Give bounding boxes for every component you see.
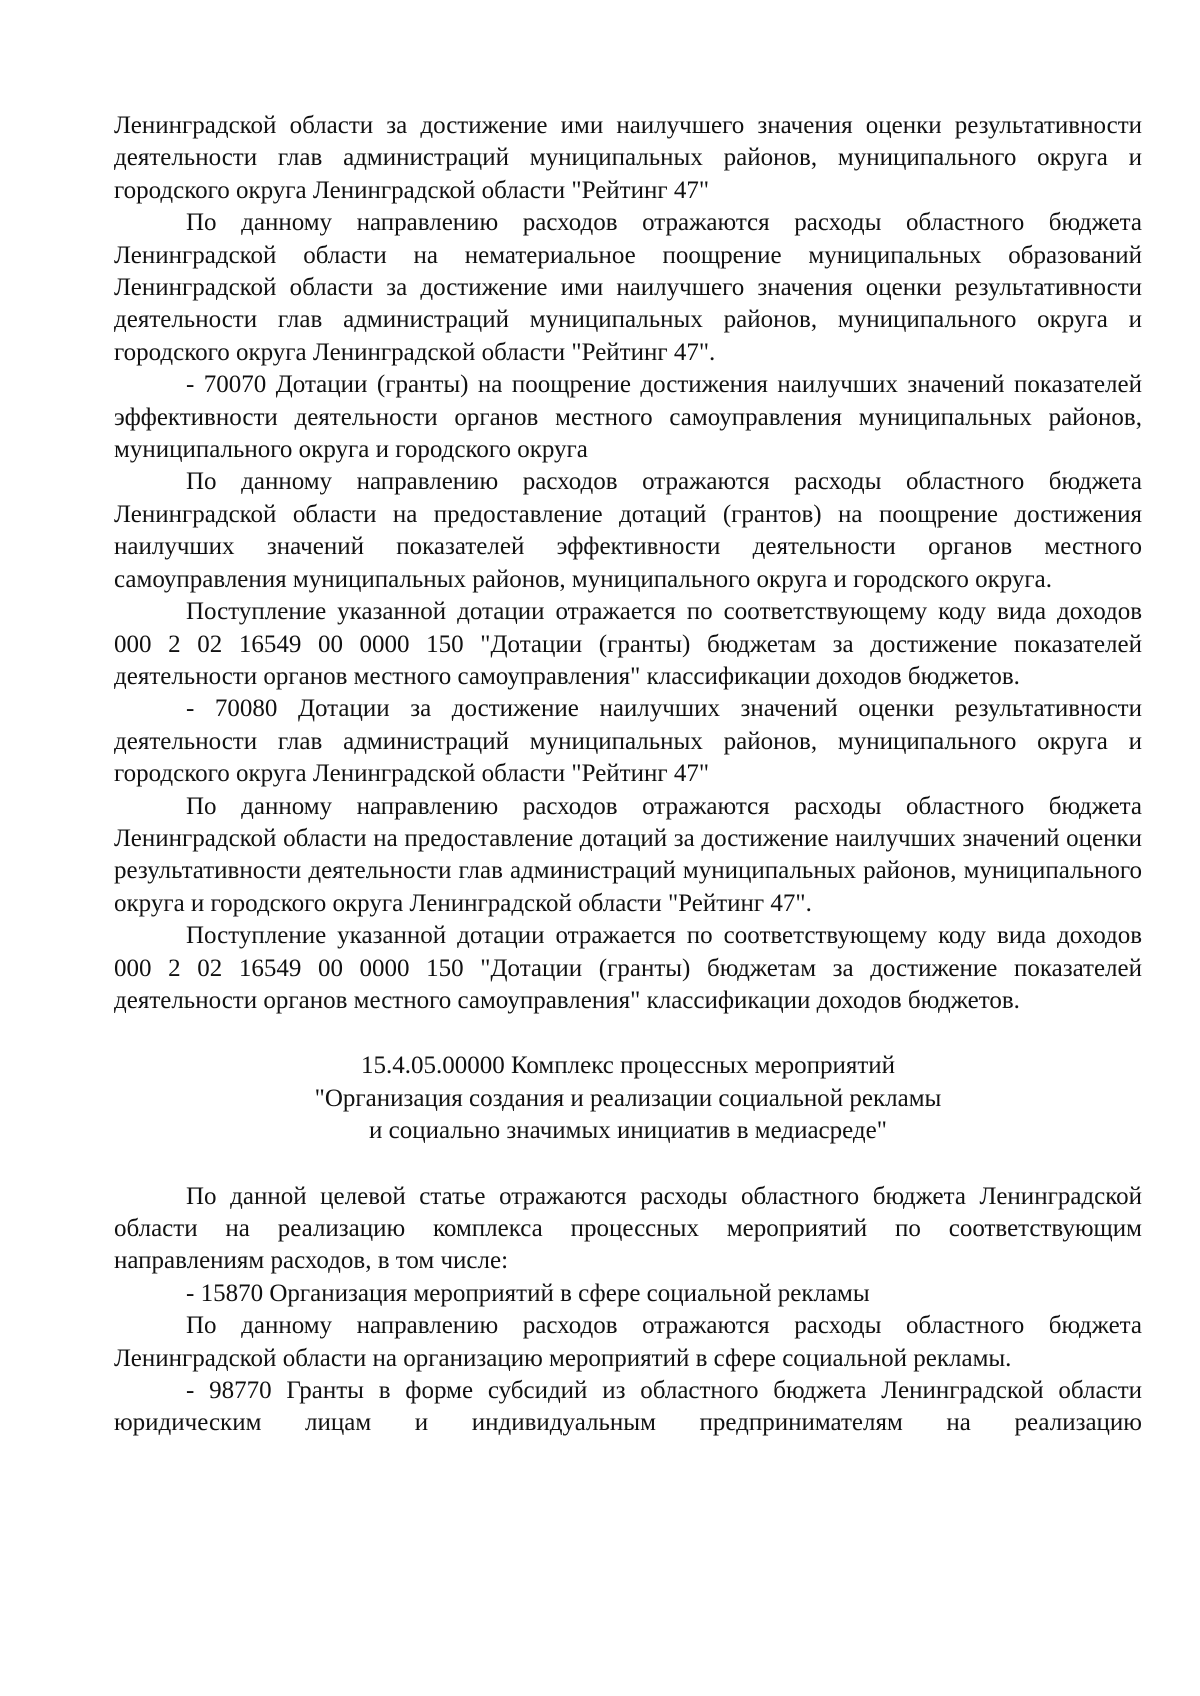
section-heading-line: 15.4.05.00000 Комплекс процессных мероприятий [360, 1052, 896, 1080]
paragraph-item-70070: - 70070 Дотации (гранты) на поощрение достижения наилучших значений показателей эффективности деятельности органов местного самоуправления муниципальных районов, муниципального округа и городского округа [114, 371, 1142, 464]
paragraph-item-98770: - 98770 Гранты в форме субсидий из областного бюджета Ленинградской области юридическим лицам и индивидуальным предпринимателям на реализацию [114, 1377, 1142, 1437]
document-page [114, 110, 1142, 1440]
paragraph-item-70080: - 70080 Дотации за достижение наилучших значений оценки результативности деятельности глав администраций муниципальных районов, муниципального округа и городского округа Ленинградской области "Рейтинг 47" [114, 695, 1142, 788]
paragraph: Поступление указанной дотации отражается по соответствующему коду вида доходов 000 2 02 16549 00 0000 150 "Дотации (гранты) бюджетам за достижение показателей деятельности органов местного самоуправления" классификации доходов бюджетов. [114, 922, 1142, 1014]
paragraph: По данному направлению расходов отражаются расходы областного бюджета Ленинградской области на предоставление дотаций за достижение наилучших значений оценки результативности деятельности глав администраций муниципальных районов, муниципального округа и городского округа Ленинградской области "Рейтинг 47". [114, 792, 1142, 917]
paragraph: По данному направлению расходов отражаются расходы областного бюджета Ленинградской области на нематериальное поощрение муниципальных образований Ленинградской области за достижение ими наилучшего значения оценки результативности деятельности глав администраций муниципальных районов, муниципального округа и городского округа Ленинградской области "Рейтинг 47". [114, 209, 1142, 366]
section-heading-line: "Организация создания и реализации социальной рекламы [314, 1084, 942, 1112]
paragraph-continuation: Ленинградской области за достижение ими наилучшего значения оценки результативности деятельности глав администраций муниципальных районов, муниципального округа и городского округа Ленинградской области "Рейтинг 47" [114, 112, 1142, 204]
paragraph: Поступление указанной дотации отражается по соответствующему коду вида доходов 000 2 02 16549 00 0000 150 "Дотации (гранты) бюджетам за достижение показателей деятельности органов местного самоуправления" классификации доходов бюджетов. [114, 598, 1142, 690]
paragraph-item-15870: - 15870 Организация мероприятий в сфере социальной рекламы [186, 1279, 870, 1307]
paragraph: По данному направлению расходов отражаются расходы областного бюджета Ленинградской области на организацию мероприятий в сфере социальной рекламы. [114, 1312, 1142, 1372]
paragraph: По данному направлению расходов отражаются расходы областного бюджета Ленинградской области на предоставление дотаций (грантов) на поощрение достижения наилучших значений показателей эффективности деятельности органов местного самоуправления муниципальных районов, муниципального округа и городского округа. [114, 468, 1142, 593]
section-heading [114, 1050, 1142, 1147]
paragraph: По данной целевой статье отражаются расходы областного бюджета Ленинградской области на реализацию комплекса процессных мероприятий по соответствующим направлениям расходов, в том числе: [114, 1182, 1142, 1275]
section-heading-line: и социально значимых инициатив в медиасреде" [369, 1117, 887, 1145]
